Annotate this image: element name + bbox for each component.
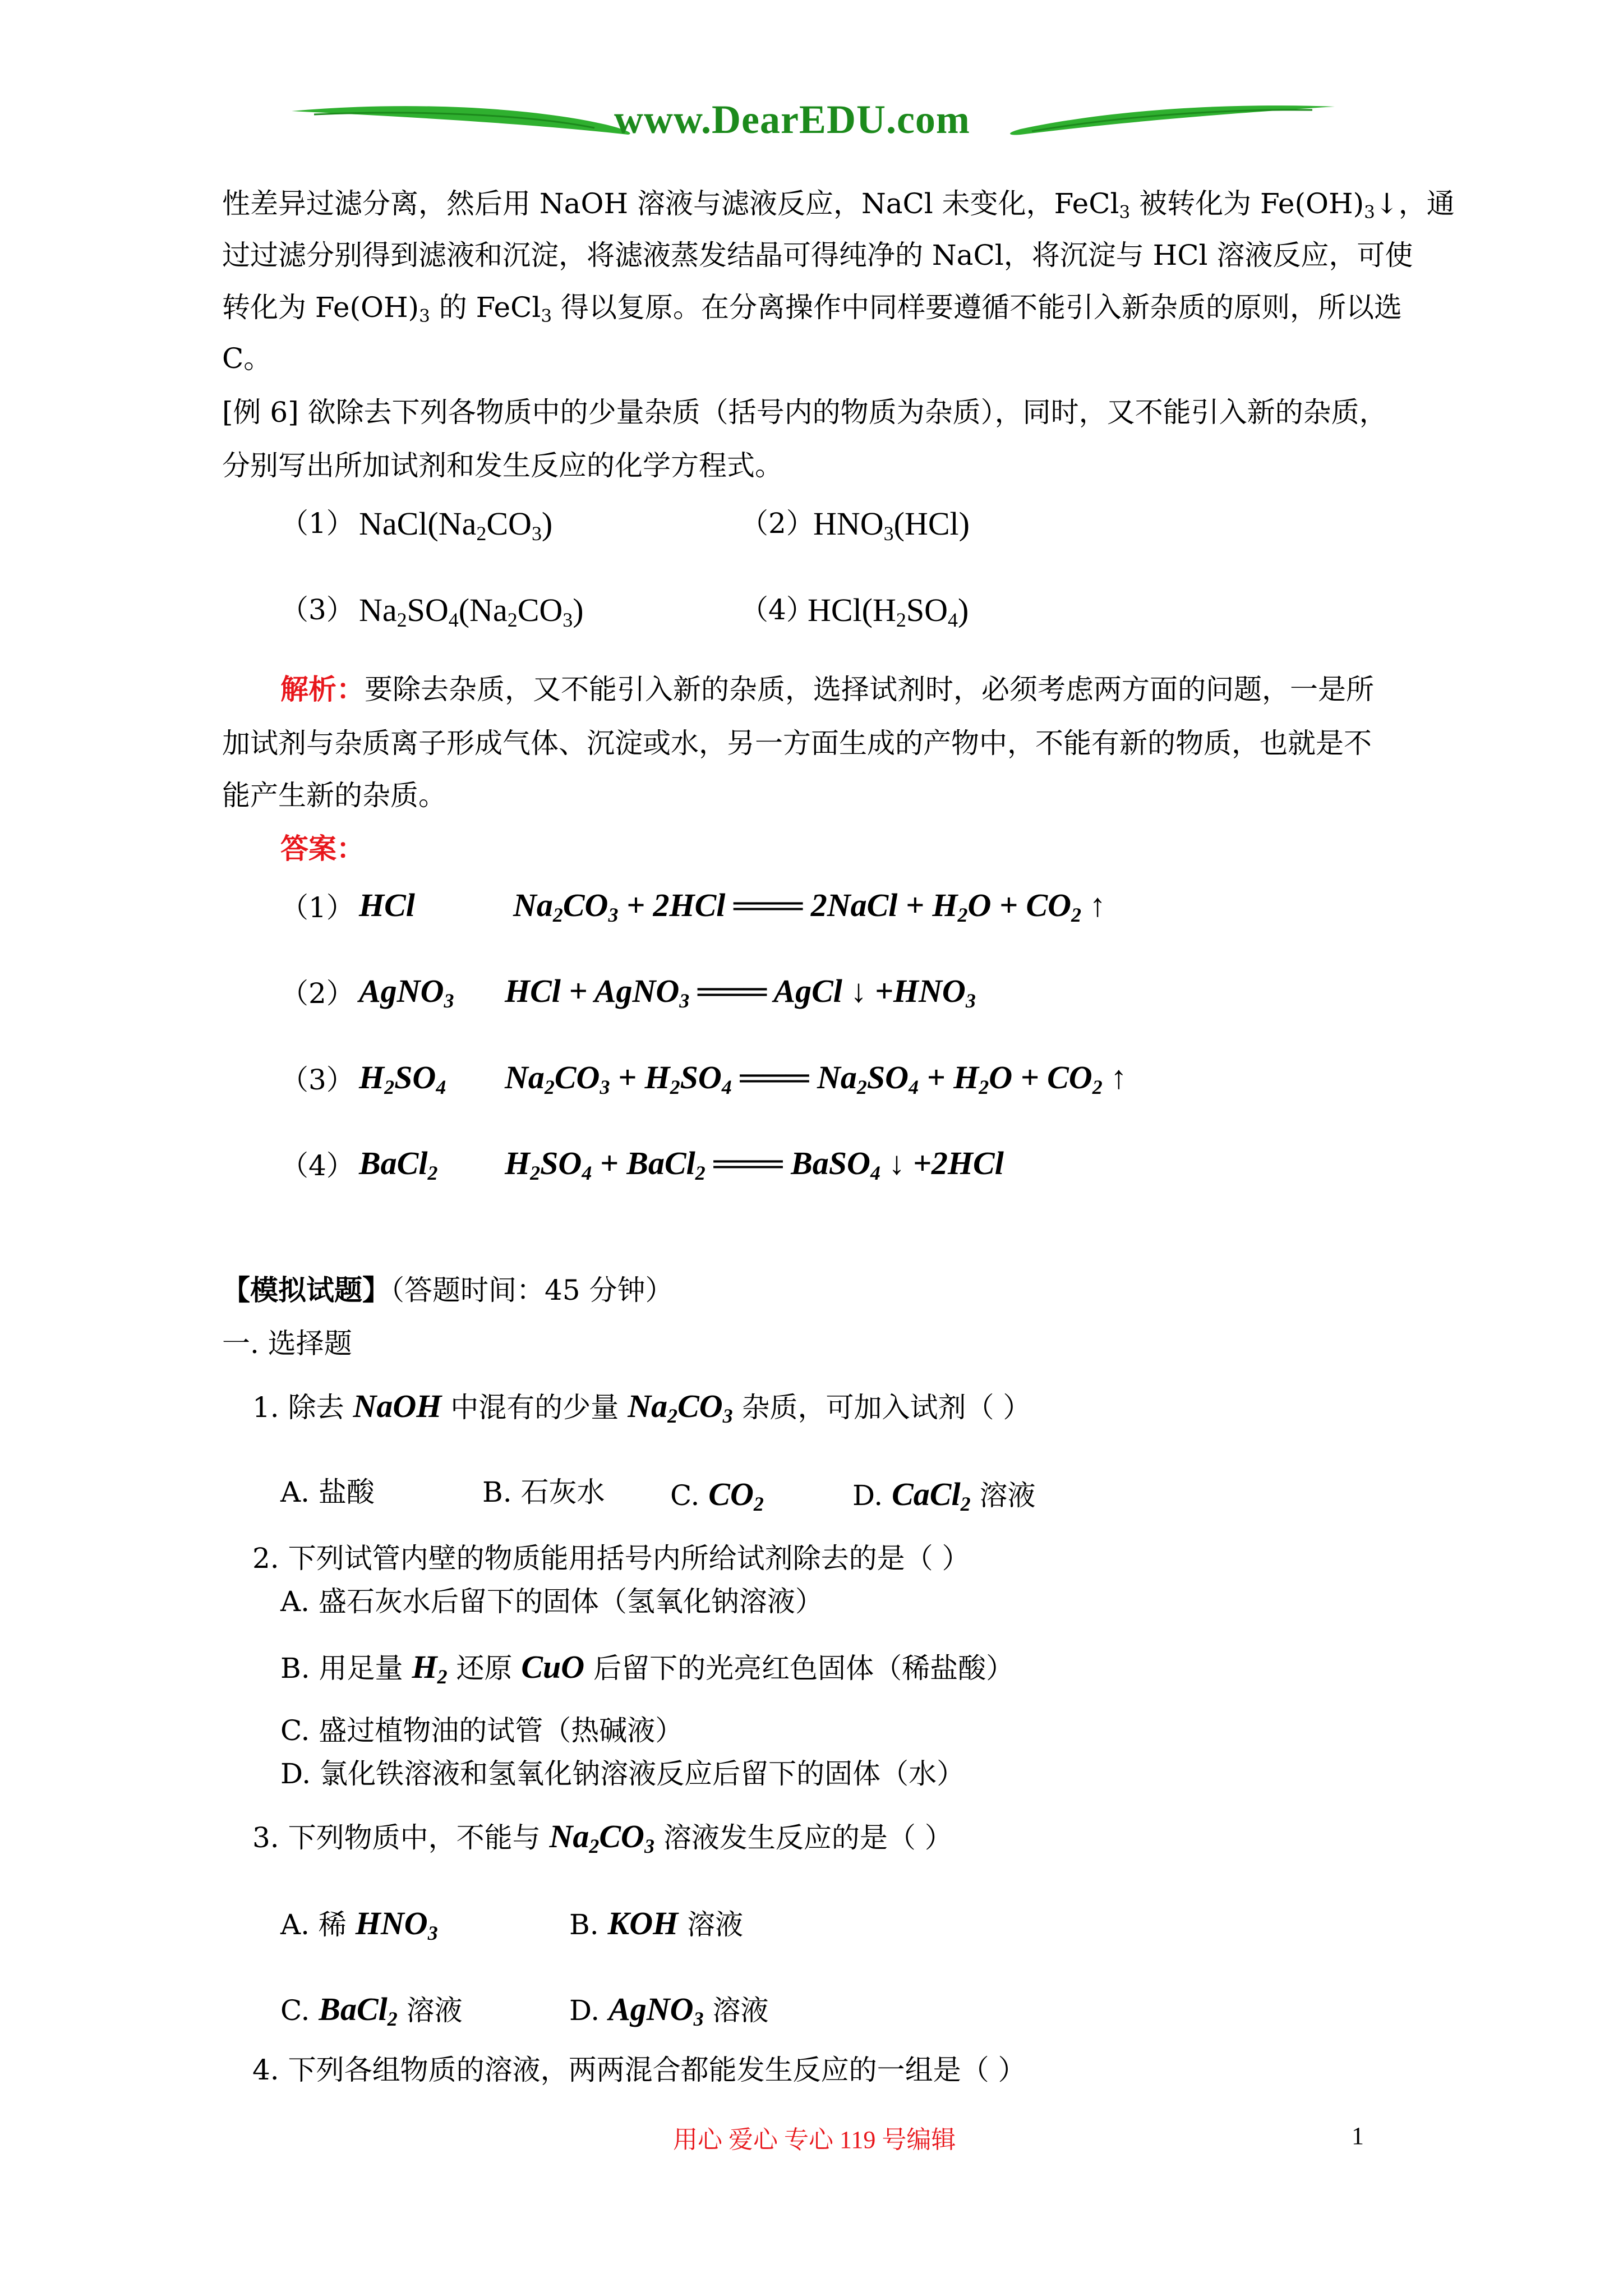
paragraph-line-3: 转化为 $Fe(OH)_3$ 的 FeCl$_3$ 得以复原。在分离操作中同样要遵循不能引入新杂质的原则，所以选 [222,291,1403,326]
q1-option-b: B. 石灰水 [482,1476,605,1508]
example-item-formula-2: $HNO_3(HCl)$ [813,505,970,545]
q3-option-d: D. AgNO$_3$ 溶液 [569,1991,769,2031]
site-logo-text: www.DearEDU.com [614,97,970,142]
answer-reagent-2: AgNO$_3$ [359,973,454,1013]
answer-number-4: （4） [280,1149,354,1182]
footer-text: 用心 爱心 专心 119 号编辑 [673,2126,956,2154]
answer-equation-3: $Na_2CO_3 + H_2SO_4$ ═══ $Na_2SO_4 + H_2O + CO_2$ ↑ [505,1059,1127,1099]
analysis-label: 解析： [280,673,365,706]
answer-equation-1: $Na_2CO_3 + 2HCl$ ═══ 2NaCl + $H_2O + CO_2$ ↑ [513,887,1106,927]
q3-option-c: C. BaCl$_2$ 溶液 [280,1991,463,2031]
answer-equation-2: HCl + AgNO$_3$ ═══ AgCl ↓ $+HNO_3$ [505,973,976,1013]
answer-label: 答案： [280,832,365,865]
q3-option-b: B. KOH 溶液 [569,1905,744,1941]
example-item-formula-1: $NaCl(Na_2CO_3)$ [359,505,553,545]
section-choice-questions: 一. 选择题 [222,1327,352,1360]
q2-option-d: D. 氯化铁溶液和氢氧化钠溶液反应后留下的固体（水） [280,1757,965,1790]
answer-reagent-4: BaCl$_2$ [359,1145,438,1185]
answer-number-2: （2） [280,977,354,1010]
paragraph-line-4: C。 [222,342,272,375]
q3-option-a: A. 稀 $HNO_3$ [280,1905,438,1945]
question-4: 4. 下列各组物质的溶液，两两混合都能发生反应的一组是（ ） [252,2054,1026,2086]
page-number: 1 [1352,2122,1364,2150]
paragraph-line-2: 过过滤分别得到滤液和沉淀，将滤液蒸发结晶可得纯净的 NaCl，将沉淀与 HCl 溶液反应，可使 [222,239,1413,272]
answer-number-1: （1） [280,891,354,924]
example-item-formula-3: $Na_2SO_4(Na_2CO_3)$ [359,592,584,632]
example-item-number-3: （3） [280,593,354,626]
answer-number-3: （3） [280,1064,354,1096]
q1-option-a: A. 盐酸 [280,1476,375,1508]
answer-reagent-1: HCl [359,887,415,923]
q2-option-b: B. 用足量 $H_2$ 还原 CuO 后留下的光亮红色固体（稀盐酸） [280,1649,1015,1688]
question-2: 2. 下列试管内壁的物质能用括号内所给试剂除去的是（ ） [252,1542,970,1575]
q2-option-a: A. 盛石灰水后留下的固体（氢氧化钠溶液） [280,1585,823,1618]
question-3: 3. 下列物质中，不能与 $Na_2CO_3$ 溶液发生反应的是（ ） [252,1818,953,1858]
example-6-line-2: 分别写出所加试剂和发生反应的化学方程式。 [222,449,783,482]
answer-equation-4: $H_2SO_4$ + BaCl$_2$ ═══ BaSO$_4$ ↓ +2HCl [505,1145,1004,1185]
example-item-number-4: （4） [740,593,814,626]
example-item-number-1: （1） [280,507,354,540]
analysis-line-3: 能产生新的杂质。 [222,779,446,812]
q2-option-c: C. 盛过植物油的试管（热碱液） [280,1714,684,1747]
example-item-number-2: （2） [740,507,814,540]
example-6-line-1: [例 6] 欲除去下列各物质中的少量杂质（括号内的物质为杂质），同时，又不能引入新的杂质， [222,396,1387,429]
mock-test-heading: 【模拟试题】（答题时间：45 分钟） [222,1273,674,1306]
q1-option-d: D. CaCl$_2$ 溶液 [852,1476,1036,1516]
example-item-formula-4: $HCl(H_2SO_4)$ [808,592,969,632]
question-1: 1. 除去 NaOH 中混有的少量 $Na_2CO_3$ 杂质，可加入试剂（ ） [252,1388,1031,1428]
paragraph-line-1: 性差异过滤分离，然后用 NaOH 溶液与滤液反应，NaCl 未变化，FeCl$_3$ 被转化为 $Fe(OH)_3↓$，通 [222,187,1455,223]
analysis-line-2: 加试剂与杂质离子形成气体、沉淀或水，另一方面生成的产物中，不能有新的物质，也就是不 [222,727,1372,760]
q1-option-c: C. $CO_2$ [670,1476,764,1516]
analysis-line-1: 解析：要除去杂质，又不能引入新的杂质，选择试剂时，必须考虑两方面的问题，一是所 [280,673,1374,706]
answer-reagent-3: $H_2SO_4$ [359,1059,446,1099]
